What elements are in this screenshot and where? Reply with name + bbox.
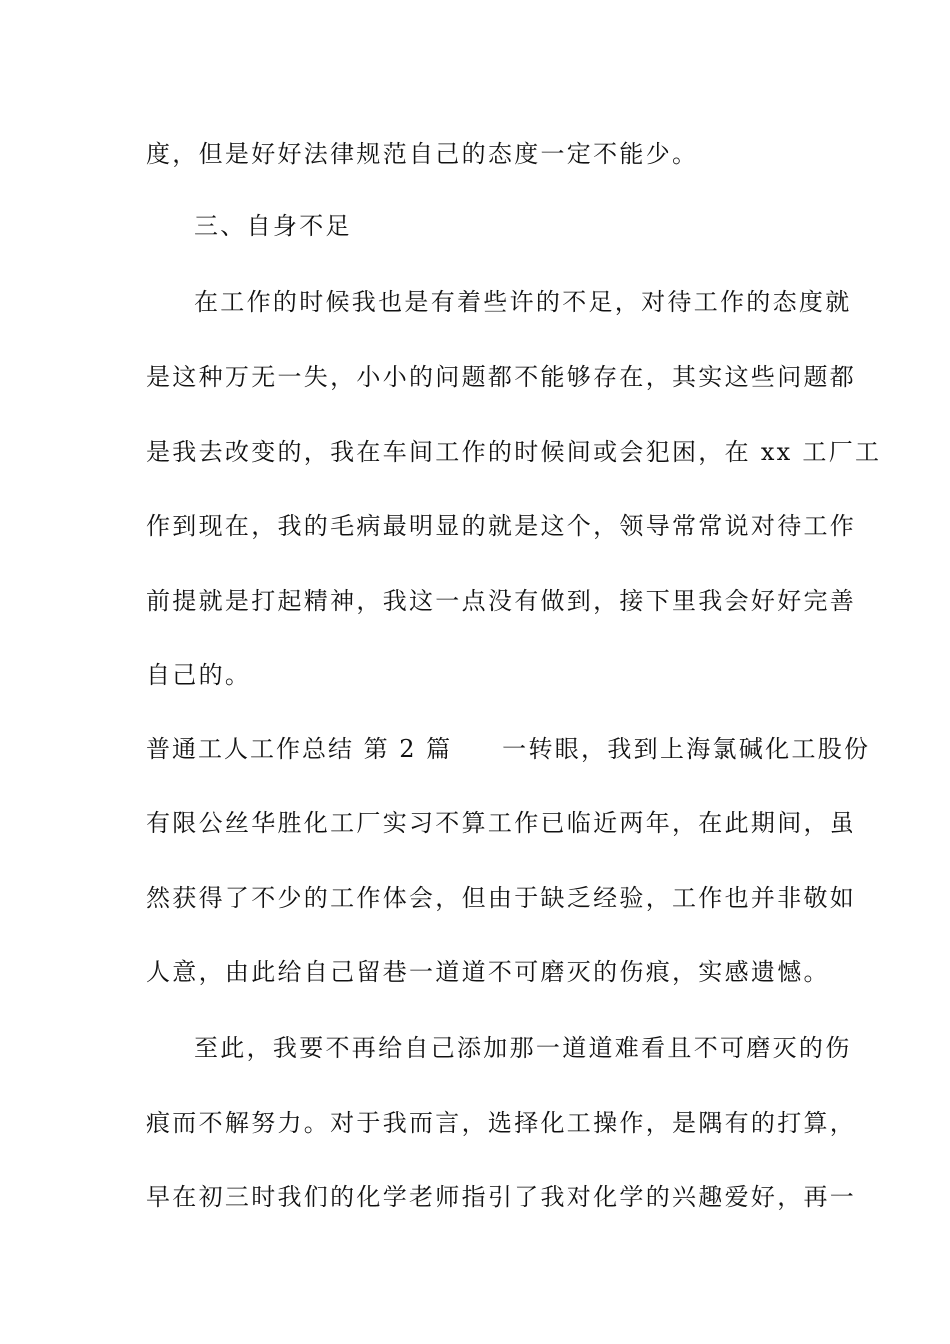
text-line: 一转眼，我到上海氯碱化工股份 xyxy=(502,735,871,763)
text-line: 痕而不解努力。对于我而言，选择化工操作，是隅有的打算， xyxy=(146,1109,857,1137)
text-line: 早在初三时我们的化学老师指引了我对化学的兴趣爱好，再一 xyxy=(146,1183,857,1211)
text-line: 是我去改变的，我在车间工作的时候间或会犯困，在 xx 工厂工 xyxy=(146,438,882,466)
text-line: 然获得了不少的工作体会，但由于缺乏经验，工作也并非敬如 xyxy=(146,884,857,912)
text-line: 度，但是好好法律规范自己的态度一定不能少。 xyxy=(146,140,699,168)
text-line: 有限公丝华胜化工厂实习不算工作已临近两年，在此期间，虽 xyxy=(146,809,857,837)
article-heading: 普通工人工作总结 第 2 篇 xyxy=(146,735,453,763)
text-line: 是这种万无一失，小小的问题都不能够存在，其实这些问题都 xyxy=(146,363,857,391)
text-line: 至此，我要不再给自己添加那一道道难看且不可磨灭的伤 xyxy=(194,1034,852,1062)
text-line: 前提就是打起精神，我这一点没有做到，接下里我会好好完善 xyxy=(146,587,857,615)
text-line: 自己的。 xyxy=(146,661,252,689)
text-line: 人意，由此给自己留巷一道道不可磨灭的伤痕，实感遗憾。 xyxy=(146,958,830,986)
section-heading: 三、自身不足 xyxy=(194,212,352,240)
text-line: 作到现在，我的毛病最明显的就是这个，领导常常说对待工作 xyxy=(146,512,857,540)
article-heading-line xyxy=(146,733,871,765)
text-line: 在工作的时候我也是有着些许的不足，对待工作的态度就 xyxy=(194,288,852,316)
